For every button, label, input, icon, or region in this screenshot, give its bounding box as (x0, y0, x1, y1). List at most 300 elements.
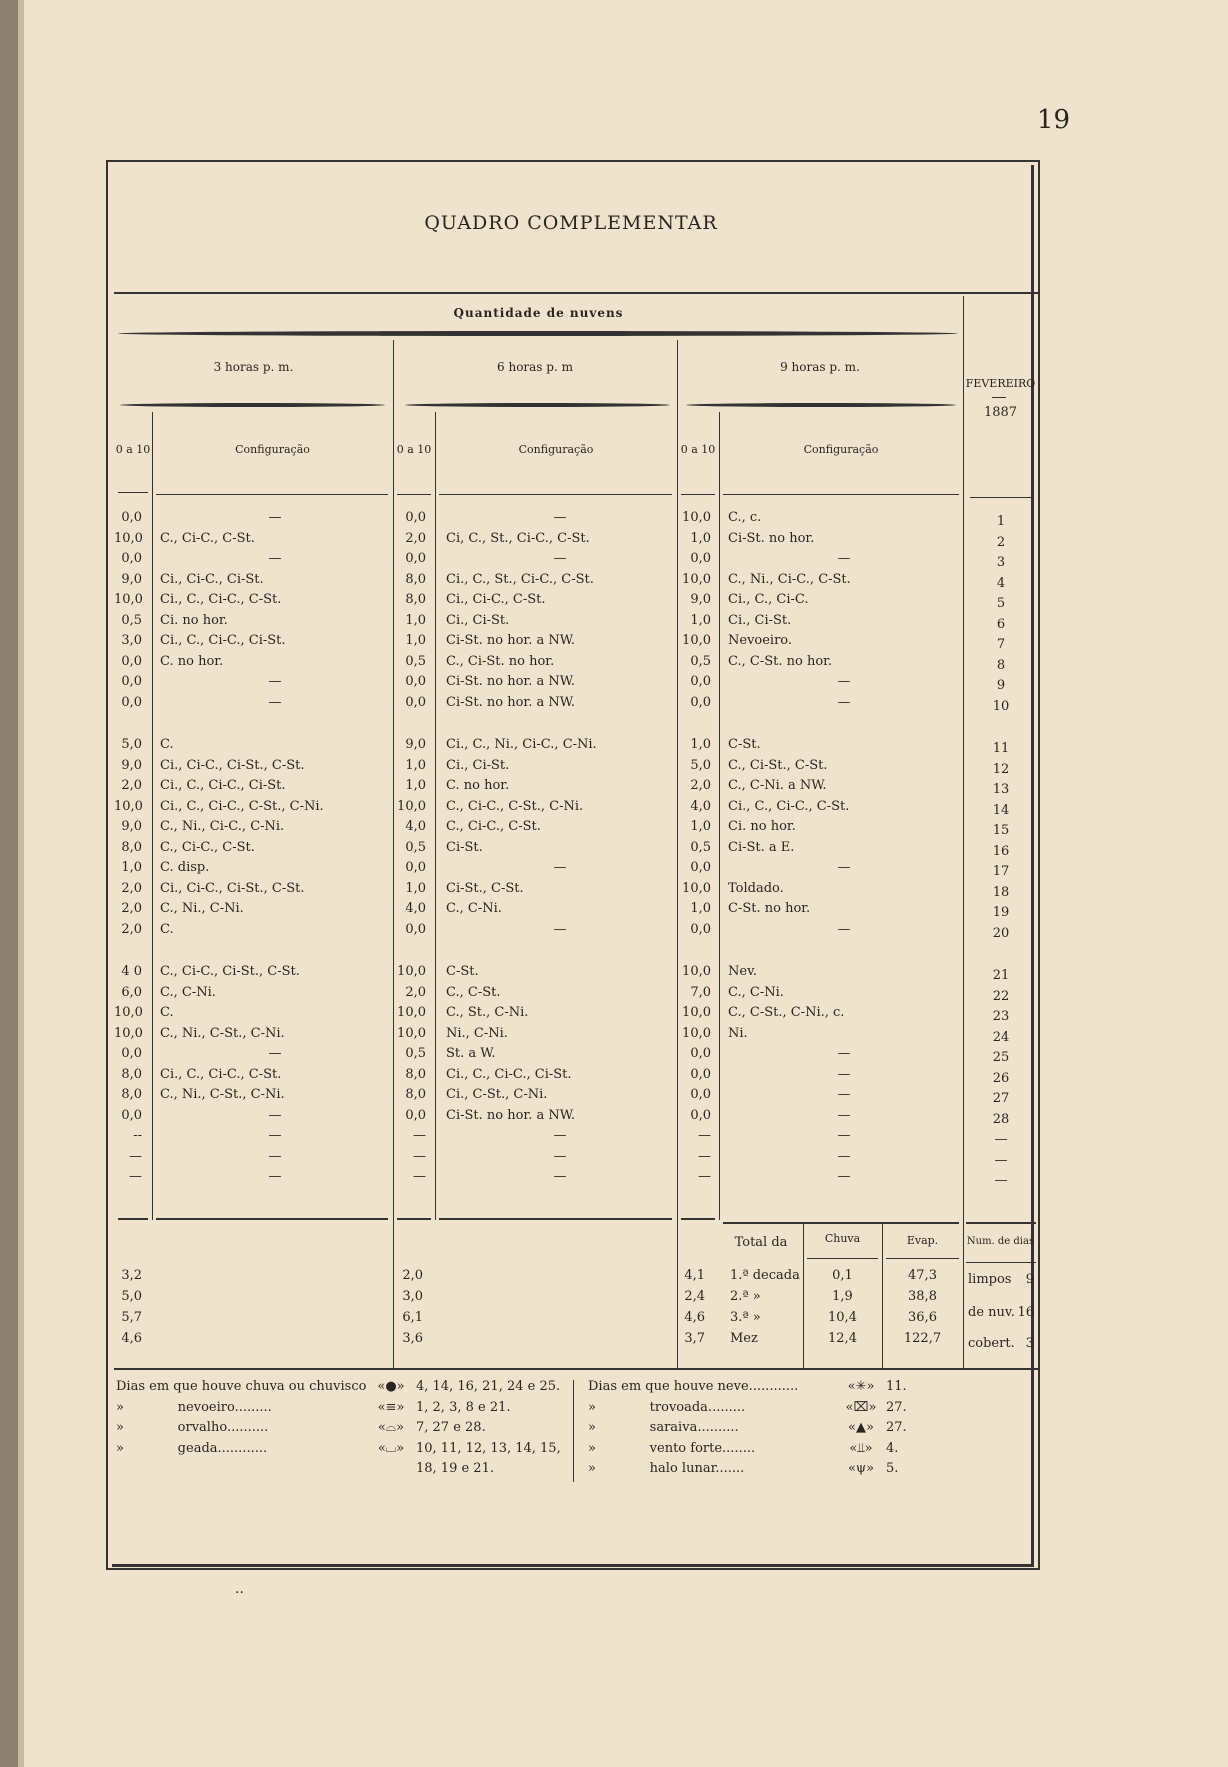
cloud-9pm: 10,0 (682, 571, 711, 587)
cloud-9pm: 1,0 (690, 901, 711, 916)
day: 13 (992, 782, 1010, 797)
config-9pm: — (837, 1066, 851, 1082)
cloud-3pm: 10,0 (114, 798, 143, 814)
note-right-symbol: «ψ» (847, 1461, 875, 1476)
config-3pm: C., Ci-C., C-St. (160, 530, 255, 546)
sum-period: 3.ª » (730, 1310, 761, 1325)
config-3pm: Ci., C., Ci-C., C-St., C-Ni. (160, 798, 324, 814)
cloud-6pm: 4,0 (405, 901, 426, 916)
cloud-9pm: 10,0 (682, 633, 711, 648)
config-6pm: Ci., Ci-St. (446, 757, 510, 773)
group-label-9pm: 9 horas p. m. (780, 360, 860, 374)
sum-period: 2.ª » (730, 1289, 761, 1304)
data-end-rule-f (723, 1222, 959, 1224)
cloud-3pm: 0,0 (121, 674, 142, 689)
sum-evap: 47,3 (908, 1268, 937, 1283)
config-9pm: C., C-Ni. (728, 984, 784, 1000)
day: 25 (992, 1050, 1010, 1065)
cloud-6pm: 9,0 (405, 737, 426, 752)
note-left-label: Dias em que houve chuva ou chuvisco (116, 1379, 367, 1394)
cloud-9pm: 1,0 (690, 530, 711, 546)
sum-3pm: 4,6 (121, 1331, 142, 1346)
sum-6pm: 2,0 (402, 1268, 423, 1283)
config-9pm: Nevoeiro. (728, 633, 793, 648)
day: 4 (996, 575, 1006, 591)
cloud-3pm: 0,0 (121, 694, 142, 710)
cloud-3pm: 2,0 (121, 778, 142, 793)
note-left-symbol: «⌓» (377, 1420, 405, 1435)
day: — (994, 1152, 1008, 1168)
sum-rule-days (966, 1262, 1036, 1263)
cloud-3pm: 4 0 (121, 964, 142, 979)
sum-days-label: de nuv. (968, 1305, 1015, 1320)
cloud-6pm: 0,0 (405, 510, 426, 525)
config-9pm: Nev. (728, 964, 758, 979)
cloud-9pm: 0,0 (690, 860, 711, 875)
cloud-6pm: 10,0 (397, 1025, 426, 1041)
colhead-config-2: Configuração (518, 443, 594, 456)
sum-chuva: 12,4 (828, 1331, 857, 1346)
cloud-6pm: 0,5 (405, 653, 426, 669)
config-9pm: Toldado. (728, 880, 784, 896)
day: 6 (996, 616, 1006, 632)
config-3pm: C., Ni., C-St., C-Ni. (160, 1025, 285, 1041)
rule-notes-mid (573, 1380, 574, 1482)
header-quantidade: Quantidade de nuvens (453, 306, 624, 320)
config-6pm: — (553, 1128, 567, 1143)
config-3pm: C., Ni., Ci-C., C-Ni. (160, 819, 285, 834)
rule-sub1 (152, 412, 153, 1220)
cloud-3pm: — (129, 1148, 142, 1164)
cloud-3pm: 10,0 (114, 1005, 143, 1020)
config-6pm: Ci-St., C-St. (446, 880, 524, 896)
cloud-6pm: 0,0 (405, 860, 426, 875)
cloud-6pm: — (413, 1128, 426, 1143)
note-right-label: » halo lunar....... (588, 1461, 745, 1476)
config-6pm: Ni., C-Ni. (446, 1025, 508, 1041)
cloud-6pm: 8,0 (405, 571, 426, 587)
day: 28 (992, 1111, 1010, 1127)
hdr-rule-a (118, 492, 148, 493)
sum-evap: 38,8 (908, 1289, 937, 1304)
config-3pm: C. (160, 921, 174, 937)
note-right-symbol: «✳» (847, 1379, 875, 1394)
config-3pm: C., Ci-C., C-St. (160, 839, 255, 855)
config-3pm: Ci., C., Ci-C., C-St. (160, 1066, 282, 1082)
config-6pm: Ci-St. no hor. a NW. (446, 674, 575, 689)
sum-days-value: 3 (1025, 1336, 1034, 1351)
cloud-3pm: 5,0 (121, 737, 142, 752)
cloud-9pm: 1,0 (690, 612, 711, 628)
note-right-days: 11. (886, 1379, 907, 1394)
cloud-9pm: — (698, 1148, 711, 1164)
group-swell-2 (405, 403, 670, 407)
data-end-rule-e (681, 1218, 715, 1220)
config-9pm: Ci. no hor. (728, 819, 796, 834)
config-6pm: — (553, 921, 567, 937)
sum-3pm: 5,0 (121, 1289, 142, 1304)
sum-days-header: Num. de dias (966, 1236, 1035, 1247)
day: 18 (992, 884, 1010, 900)
day: 22 (992, 988, 1010, 1004)
sum-9pm: 4,6 (684, 1310, 705, 1325)
config-3pm: — (268, 510, 282, 525)
day: 14 (992, 802, 1010, 818)
cloud-9pm: — (698, 1169, 711, 1184)
cloud-9pm: 10,0 (682, 1025, 711, 1041)
config-6pm: — (553, 551, 567, 566)
config-9pm: — (837, 694, 851, 710)
sum-period: Mez (730, 1331, 758, 1346)
note-right-symbol: «⫫» (849, 1440, 873, 1456)
cloud-9pm: 0,5 (690, 653, 711, 669)
sum-days-label: cobert. (968, 1336, 1015, 1351)
note-right-days: 27. (886, 1399, 907, 1415)
cloud-6pm: 0,0 (405, 694, 426, 710)
day: 7 (996, 637, 1006, 652)
config-3pm: C. (160, 737, 174, 752)
cloud-3pm: 2,0 (121, 880, 142, 896)
sum-evap-header: Evap. (906, 1234, 939, 1247)
year-label: 1887 (983, 405, 1018, 420)
config-6pm: C., St., C-Ni. (446, 1005, 529, 1020)
cloud-3pm: 8,0 (121, 1087, 142, 1102)
config-6pm: — (553, 1169, 567, 1184)
rule-under-title (114, 292, 1038, 294)
config-9pm: C., C-St., C-Ni., c. (728, 1005, 845, 1020)
sum-days-value: 16 (1017, 1305, 1034, 1320)
config-3pm: Ci., C., Ci-C., Ci-St. (160, 778, 286, 793)
cloud-9pm: 0,0 (690, 1046, 711, 1061)
cloud-3pm: 9,0 (121, 819, 142, 834)
config-9pm: — (837, 921, 851, 937)
cloud-9pm: 0,5 (690, 839, 711, 855)
day: 11 (992, 741, 1010, 756)
config-9pm: — (837, 1148, 851, 1164)
note-left-label: » orvalho.......... (116, 1420, 269, 1435)
config-9pm: — (837, 860, 851, 875)
cloud-3pm: 10,0 (114, 530, 143, 546)
group-swell-3 (686, 403, 956, 407)
config-9pm: C., Ni., Ci-C., C-St. (728, 571, 851, 587)
config-9pm: C., C-St. no hor. (728, 653, 833, 669)
day: 8 (996, 657, 1006, 673)
cloud-6pm: 0,0 (405, 674, 426, 689)
config-6pm: C-St. (446, 964, 479, 979)
day: — (994, 1173, 1008, 1188)
config-3pm: C., C-Ni. (160, 984, 216, 1000)
config-9pm: C., c. (728, 510, 762, 525)
sum-9pm: 3,7 (684, 1331, 705, 1346)
note-right-label: » trovoada......... (588, 1399, 746, 1415)
note-right-label: » vento forte........ (588, 1440, 756, 1456)
config-3pm: Ci. no hor. (160, 612, 228, 628)
config-6pm: Ci., C., St., Ci-C., C-St. (446, 571, 594, 587)
note-right-days: 27. (886, 1420, 907, 1435)
note-right-label: » saraiva.......... (588, 1420, 739, 1435)
config-6pm: Ci., Ci-St. (446, 612, 510, 628)
note-right-days: 5. (886, 1461, 899, 1476)
cloud-6pm: 0,0 (405, 921, 426, 937)
cloud-3pm: 2,0 (121, 921, 142, 937)
config-3pm: — (268, 694, 282, 710)
cloud-6pm: — (413, 1148, 426, 1164)
colhead-config-3: Configuração (803, 443, 879, 456)
cloud-9pm: 7,0 (690, 984, 711, 1000)
note-left-symbol: «⌴» (377, 1440, 405, 1456)
config-9pm: — (837, 551, 851, 566)
group-label-3pm: 3 horas p. m. (213, 360, 294, 374)
cloud-6pm: 1,0 (405, 778, 426, 793)
sum-chuva: 1,9 (832, 1289, 853, 1304)
page-edge (0, 0, 18, 1767)
config-3pm: C. disp. (160, 860, 210, 875)
note-right-days: 4. (886, 1440, 899, 1456)
cloud-6pm: — (413, 1169, 426, 1184)
rule-month-col (963, 296, 964, 1368)
config-6pm: Ci., C., Ni., Ci-C., C-Ni. (446, 737, 597, 752)
cloud-9pm: 0,0 (690, 1087, 711, 1102)
cloud-6pm: 1,0 (405, 757, 426, 773)
config-6pm: Ci-St. no hor. a NW. (446, 1107, 575, 1123)
sum-6pm: 3,0 (402, 1289, 423, 1304)
note-left-days: 10, 11, 12, 13, 14, 15, (416, 1440, 561, 1456)
config-3pm: — (268, 1148, 282, 1164)
note-left-days: 4, 14, 16, 21, 24 e 25. (416, 1379, 561, 1394)
cloud-9pm: 2,0 (690, 778, 711, 793)
day: 15 (992, 823, 1010, 838)
config-9pm: Ci., C., Ci-C., C-St. (728, 798, 850, 814)
colhead-scale-3: 0 a 10 (680, 443, 716, 456)
colhead-config-1: Configuração (235, 443, 310, 456)
note-left-days: 1, 2, 3, 8 e 21. (416, 1399, 511, 1415)
rule-notes-top (114, 1368, 1038, 1370)
hdr-rule-b (156, 494, 388, 495)
config-9pm: C-St. no hor. (728, 901, 811, 916)
rule-sub2 (435, 412, 436, 1220)
cloud-6pm: 8,0 (405, 1087, 426, 1102)
config-3pm: C. no hor. (160, 653, 224, 669)
cloud-3pm: 9,0 (121, 571, 142, 587)
cloud-9pm: 1,0 (690, 737, 711, 752)
sum-rule-chuva (807, 1258, 878, 1259)
config-6pm: — (553, 1148, 567, 1164)
note-left-days: 7, 27 e 28. (416, 1420, 486, 1435)
cloud-3pm: 10,0 (114, 1025, 143, 1041)
page-number: 19 (1036, 105, 1070, 135)
cloud-3pm: 2,0 (121, 901, 142, 916)
note-left-symbol: «●» (377, 1379, 405, 1394)
config-3pm: — (268, 674, 282, 689)
note-left-symbol: «≡» (377, 1399, 405, 1415)
config-6pm: Ci., C-St., C-Ni. (446, 1087, 548, 1102)
cloud-6pm: 1,0 (405, 612, 426, 628)
rule-sub3 (719, 412, 720, 1220)
data-end-rule-c (397, 1218, 431, 1220)
note-left-label: » nevoeiro......... (116, 1399, 272, 1415)
sum-chuva-header: Chuva (824, 1232, 861, 1245)
config-9pm: C., C-Ni. a NW. (728, 778, 827, 793)
cloud-9pm: 0,0 (690, 694, 711, 710)
day: 3 (996, 555, 1006, 570)
cloud-6pm: 8,0 (405, 592, 426, 607)
sum-9pm: 4,1 (684, 1268, 705, 1283)
cloud-9pm: 0,0 (690, 1066, 711, 1082)
config-9pm: Ci., C., Ci-C. (728, 592, 809, 607)
sum-chuva: 10,4 (828, 1310, 857, 1325)
sum-3pm: 5,7 (121, 1310, 142, 1325)
cloud-3pm: -- (133, 1128, 142, 1143)
data-end-rule-g (966, 1222, 1036, 1224)
config-6pm: — (553, 860, 567, 875)
data-end-rule-b (156, 1218, 388, 1220)
cloud-9pm: 10,0 (682, 964, 711, 979)
config-9pm: Ci-St. no hor. (728, 530, 815, 546)
day: 10 (992, 698, 1010, 714)
day: 24 (992, 1029, 1010, 1045)
sum-rule-evap (886, 1258, 959, 1259)
sum-days-value: 9 (1025, 1272, 1034, 1287)
cloud-3pm: 0,0 (121, 1046, 142, 1061)
config-3pm: Ci., Ci-C., Ci-St., C-St. (160, 757, 305, 773)
day: 17 (992, 864, 1010, 879)
cloud-9pm: 1,0 (690, 819, 711, 834)
day: 1 (996, 514, 1006, 529)
hdr-rule-g (970, 497, 1032, 498)
config-6pm: C., Ci-C., C-St., C-Ni. (446, 798, 584, 814)
cloud-3pm: 0,5 (121, 612, 142, 628)
config-6pm: C., C-St. (446, 984, 501, 1000)
config-6pm: C., Ci-St. no hor. (446, 653, 555, 669)
cloud-6pm: 2,0 (405, 984, 426, 1000)
config-9pm: Ni. (728, 1025, 748, 1041)
day: 9 (996, 678, 1006, 693)
config-6pm: Ci., Ci-C., C-St. (446, 592, 546, 607)
note-right-label: Dias em que houve neve............ (588, 1379, 799, 1394)
cloud-6pm: 0,0 (405, 551, 426, 566)
colhead-scale-2: 0 a 10 (396, 443, 432, 456)
config-6pm: C., C-Ni. (446, 901, 502, 916)
cloud-3pm: 0,0 (121, 1107, 142, 1123)
cloud-6pm: 10,0 (397, 798, 426, 814)
config-9pm: — (837, 1046, 851, 1061)
month-label: FEVEREIRO (965, 377, 1036, 390)
cloud-9pm: 10,0 (682, 510, 711, 525)
cloud-3pm: 0,0 (121, 510, 142, 525)
config-6pm: St. a W. (446, 1046, 496, 1061)
config-3pm: Ci., Ci-C., Ci-St., C-St. (160, 880, 305, 896)
config-3pm: Ci., C., Ci-C., C-St. (160, 592, 282, 607)
config-3pm: — (268, 551, 282, 566)
sum-3pm: 3,2 (121, 1268, 142, 1283)
config-6pm: Ci., C., Ci-C., Ci-St. (446, 1066, 572, 1082)
sum-chuva: 0,1 (832, 1268, 853, 1283)
day: 23 (992, 1009, 1010, 1024)
cloud-3pm: 8,0 (121, 1066, 142, 1082)
config-3pm: Ci., Ci-C., Ci-St. (160, 571, 264, 587)
day: 5 (996, 596, 1006, 611)
day: 16 (992, 843, 1010, 859)
config-3pm: Ci., C., Ci-C., Ci-St. (160, 633, 286, 648)
page-title: QUADRO COMPLEMENTAR (424, 212, 718, 234)
cloud-9pm: 10,0 (682, 880, 711, 896)
config-3pm: C. (160, 1005, 174, 1020)
config-9pm: — (837, 1169, 851, 1184)
hdr-rule-e (681, 494, 715, 495)
sum-9pm: 2,4 (684, 1289, 705, 1304)
cloud-6pm: 1,0 (405, 633, 426, 648)
sum-evap: 36,6 (908, 1310, 937, 1325)
cloud-3pm: 9,0 (121, 757, 142, 773)
config-3pm: — (268, 1169, 282, 1184)
day: 27 (992, 1091, 1010, 1106)
group-label-6pm: 6 horas p. m (497, 360, 573, 374)
config-3pm: C., Ni., C-St., C-Ni. (160, 1087, 285, 1102)
config-3pm: — (268, 1128, 282, 1143)
config-3pm: — (268, 1046, 282, 1061)
config-6pm: Ci, C., St., Ci-C., C-St. (446, 530, 590, 546)
page-edge-inner (18, 0, 24, 1767)
note-right-symbol: «⌧» (845, 1399, 877, 1415)
config-3pm: C., Ni., C-Ni. (160, 901, 244, 916)
config-9pm: — (837, 674, 851, 689)
day: 12 (992, 761, 1010, 777)
cloud-3pm: 8,0 (121, 839, 142, 855)
cloud-6pm: 1,0 (405, 880, 426, 896)
cloud-3pm: 6,0 (121, 984, 142, 1000)
cloud-9pm: 4,0 (690, 798, 711, 814)
config-3pm: — (268, 1107, 282, 1123)
config-6pm: — (553, 510, 567, 525)
cloud-9pm: 0,0 (690, 921, 711, 937)
cloud-6pm: 4,0 (405, 819, 426, 834)
sum-6pm: 3,6 (402, 1331, 423, 1346)
group-swell-1 (120, 403, 385, 407)
cloud-3pm: — (129, 1169, 142, 1184)
data-end-rule-d (439, 1218, 672, 1220)
sum-total-header: Total da (734, 1235, 788, 1250)
hdr-rule-f (723, 494, 959, 495)
config-6pm: Ci-St. no hor. a NW. (446, 633, 575, 648)
day: 19 (992, 905, 1010, 920)
cloud-3pm: 10,0 (114, 592, 143, 607)
note-left-label: » geada............ (116, 1440, 268, 1456)
config-6pm: Ci-St. no hor. a NW. (446, 694, 575, 710)
cloud-6pm: 0,0 (405, 1107, 426, 1123)
config-6pm: C. no hor. (446, 778, 510, 793)
colhead-scale-1: 0 a 10 (115, 443, 151, 456)
data-end-rule-a (118, 1218, 148, 1220)
sum-days-label: limpos (968, 1272, 1012, 1287)
cloud-9pm: 0,0 (690, 551, 711, 566)
cloud-6pm: 10,0 (397, 1005, 426, 1020)
config-9pm: Ci-St. a E. (728, 839, 795, 855)
config-9pm: — (837, 1128, 851, 1143)
note-left-days: 18, 19 e 21. (416, 1461, 494, 1476)
config-3pm: C., Ci-C., Ci-St., C-St. (160, 964, 300, 979)
day: 20 (992, 925, 1010, 941)
cloud-6pm: 2,0 (405, 530, 426, 546)
cloud-9pm: 0,0 (690, 1107, 711, 1123)
cloud-3pm: 1,0 (121, 860, 142, 875)
cloud-6pm: 8,0 (405, 1066, 426, 1082)
day: — (994, 1132, 1008, 1147)
sum-evap: 122,7 (903, 1331, 942, 1346)
stray-dots: ·· (235, 1585, 244, 1601)
cloud-3pm: 0,0 (121, 551, 142, 566)
cloud-3pm: 3,0 (121, 633, 142, 648)
hdr-rule-d (439, 494, 672, 495)
